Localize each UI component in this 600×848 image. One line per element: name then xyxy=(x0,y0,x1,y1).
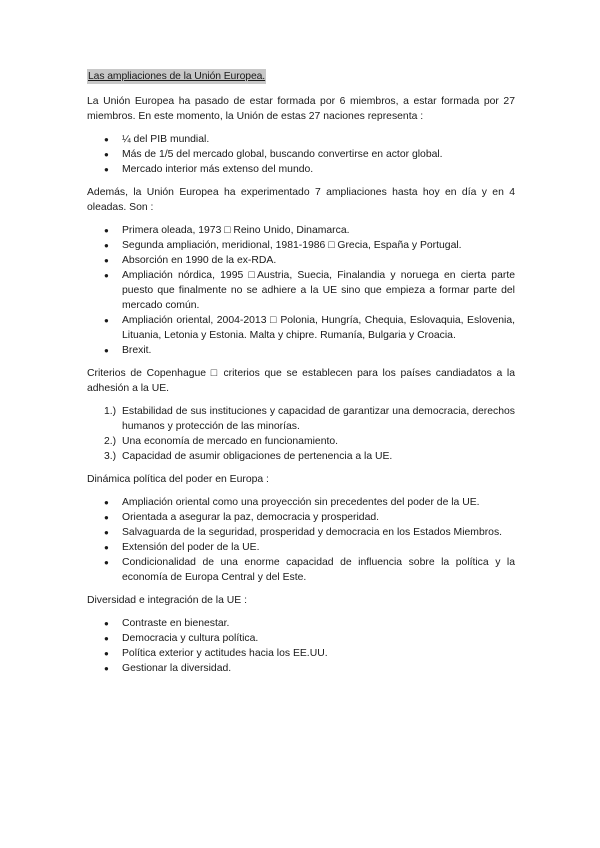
list-item: ● Política exterior y actitudes hacia los EE.UU. xyxy=(104,648,328,659)
list-item: ● Ampliación oriental como una proyección sin precedentes del poder de la UE. xyxy=(104,497,480,508)
bullet-icon: ● xyxy=(104,634,109,643)
list-item: ● Contraste en bienestar. xyxy=(104,618,230,629)
list-item: ● Absorción en 1990 de la ex-RDA. xyxy=(104,255,277,266)
copenhague-list xyxy=(87,404,515,464)
bullet-icon: ● xyxy=(104,316,109,325)
bullet-icon: ● xyxy=(104,513,109,522)
bullet-icon: ● xyxy=(104,241,109,250)
bullet-icon: ● xyxy=(104,135,109,144)
document-title: Las ampliaciones de la Unión Europea. xyxy=(88,71,266,82)
diversidad-list xyxy=(87,616,515,676)
list-item: 2.) Una economía de mercado en funcionamiento. xyxy=(104,436,339,447)
ampliaciones-paragraph: Además, la Unión Europea ha experimentado 7 ampliaciones hasta hoy en día y en 4 oleadas. Son : xyxy=(87,187,515,213)
list-item: ● Brexit. xyxy=(104,345,152,356)
bullet-icon: ● xyxy=(104,543,109,552)
list-item: ● Ampliación oriental, 2004-2013 □ Polonia, Hungría, Chequia, Eslovaquia, Eslovenia, Lituania, Letonia y Estonia. Malta y chipre. Rumanía, Bulgaria y Croacia. xyxy=(104,315,515,341)
bullet-icon: ● xyxy=(104,619,109,628)
copenhague-paragraph: Criterios de Copenhague □ criterios que se establecen para los países candiadatos a la adhesión a la UE. xyxy=(87,368,515,394)
list-number: 1.) xyxy=(104,406,117,417)
bullet-icon: ● xyxy=(104,528,109,537)
list-item: ● Primera oleada, 1973 □ Reino Unido, Dinamarca. xyxy=(104,225,350,236)
bullet-icon: ● xyxy=(104,165,109,174)
bullet-icon: ● xyxy=(104,150,109,159)
list-item: 1.) Estabilidad de sus instituciones y capacidad de garantizar una democracia, derechos humanos y protección de las minorías. xyxy=(104,406,515,432)
bullet-icon: ● xyxy=(104,256,109,265)
list-item: ● Extensión del poder de la UE. xyxy=(104,542,260,553)
list-number: 3.) xyxy=(104,451,117,462)
bullet-icon: ● xyxy=(104,346,109,355)
bullet-icon: ● xyxy=(104,271,109,280)
intro-list xyxy=(87,132,515,177)
list-number: 2.) xyxy=(104,436,117,447)
list-item: ● Más de 1/5 del mercado global, buscando convertirse en actor global. xyxy=(104,149,443,160)
list-item: ● Orientada a asegurar la paz, democracia y prosperidad. xyxy=(104,512,380,523)
list-item: ● Mercado interior más extenso del mundo. xyxy=(104,164,314,175)
document-content xyxy=(87,69,515,684)
bullet-icon: ● xyxy=(104,498,109,507)
list-item: ● Salvaguarda de la seguridad, prosperidad y democracia en los Estados Miembros. xyxy=(104,527,503,538)
dinamica-list xyxy=(87,495,515,585)
intro-paragraph: La Unión Europea ha pasado de estar formada por 6 miembros, a estar formada por 27 miembros. En este momento, la Unión de estas 27 naciones representa : xyxy=(87,96,515,122)
list-item: ● Condicionalidad de una enorme capacidad de influencia sobre la política y la economía de Europa Central y del Este. xyxy=(104,557,515,583)
bullet-icon: ● xyxy=(104,558,109,567)
list-item: ● Gestionar la diversidad. xyxy=(104,663,232,674)
list-item: ● ¼ del PIB mundial. xyxy=(104,134,210,145)
dinamica-heading: Dinámica política del poder en Europa : xyxy=(87,474,269,485)
bullet-icon: ● xyxy=(104,226,109,235)
bullet-icon: ● xyxy=(104,649,109,658)
list-item: 3.) Capacidad de asumir obligaciones de pertenencia a la UE. xyxy=(104,451,393,462)
list-item: ● Democracia y cultura política. xyxy=(104,633,259,644)
ampliaciones-list xyxy=(87,223,515,358)
bullet-icon: ● xyxy=(104,664,109,673)
diversidad-heading: Diversidad e integración de la UE : xyxy=(87,595,247,606)
list-item: ● Segunda ampliación, meridional, 1981-1986 □ Grecia, España y Portugal. xyxy=(104,240,462,251)
list-item: ● Ampliación nórdica, 1995 □Austria, Suecia, Finalandia y noruega en cierta parte puesto que finalmente no se adhiere a la UE sino que empieza a formar parte del mercado común. xyxy=(104,270,515,311)
